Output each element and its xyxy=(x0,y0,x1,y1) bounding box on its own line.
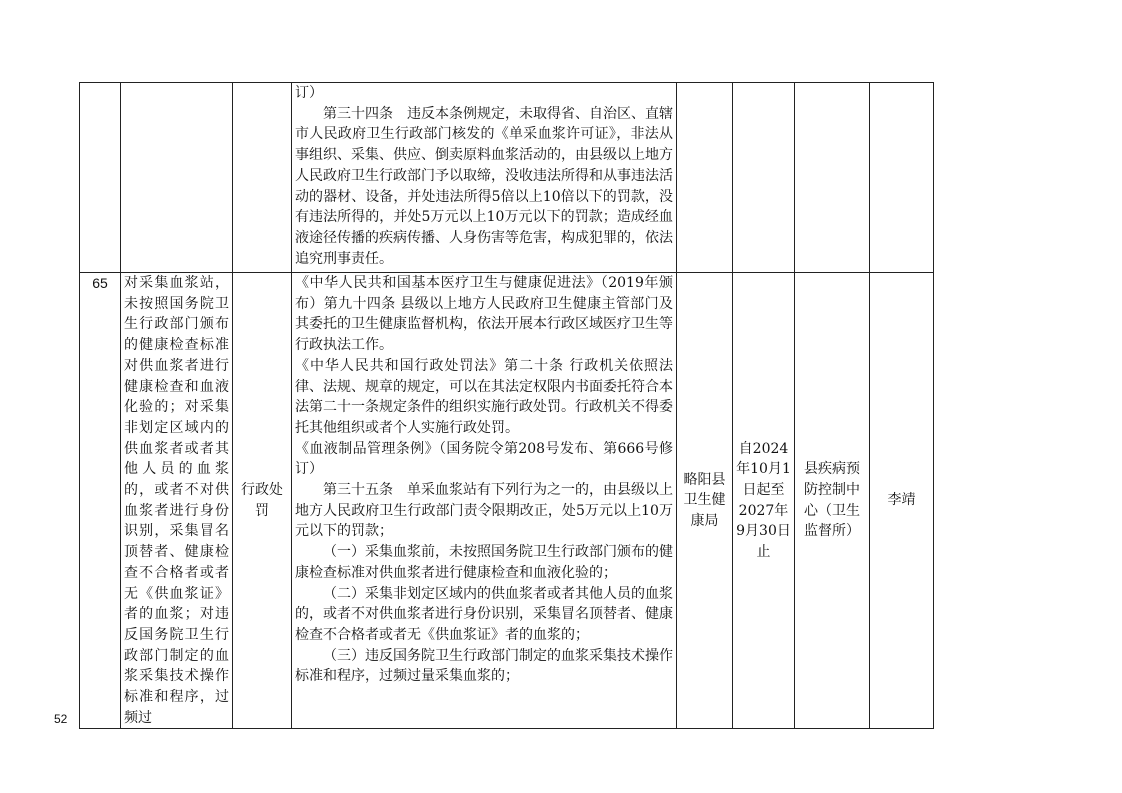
entrusting-department-cell: 略阳县卫生健康局 xyxy=(677,273,733,729)
legal-basis-cell xyxy=(292,273,677,729)
basis-paragraph: （一）采集血浆前，未按照国务院卫生行政部门颁布的健康检查标准对供血浆者进行健康检查和血液化验的； xyxy=(295,544,673,581)
item-name-cell: 对采集血浆站，未按照国务院卫生行政部门颁布的健康检查标准对供血浆者进行健康检查和血液化验的；对采集非划定区域内的供血浆者或者其他人员的血浆的，或者不对供血浆者进行身份识别，采集冒名顶替者、健康检查不合格者或者无《供血浆证》者的血浆；对违反国务院卫生行政部门制定的血浆采集技术操作标准和程序，过频过 xyxy=(121,273,233,729)
responsible-person-cell xyxy=(870,83,934,273)
page-number: 52 xyxy=(54,712,68,726)
responsible-person-cell: 李靖 xyxy=(870,273,934,729)
basis-paragraph: 《血液制品管理条例》（国务院令第208号发布、第666号修订） xyxy=(295,440,673,478)
basis-paragraph: （二）采集非划定区域内的供血浆者或者其他人员的血浆的，或者不对供血浆者进行身份识别，采集冒名顶替者、健康检查不合格者或者无《供血浆证》者的血浆的； xyxy=(295,585,673,643)
table-row xyxy=(80,83,934,273)
row-number-cell: 65 xyxy=(80,273,121,729)
item-name-cell xyxy=(121,83,233,273)
power-type-cell xyxy=(233,83,292,273)
entrusted-unit-cell xyxy=(795,83,870,273)
entrusted-unit-cell: 县疾病预防控制中心（卫生监督所） xyxy=(795,273,870,729)
entrustment-term-cell xyxy=(733,83,795,273)
basis-paragraph: 第三十四条 违反本条例规定，未取得省、自治区、直辖市人民政府卫生行政部门核发的《单采血浆许可证》，非法从事组织、采集、供应、倒卖原料血浆活动的，由县级以上地方人民政府卫生行政部门予以取缔，没收违法所得和从事违法活动的器材、设备，并处违法所得5倍以上10倍以下的罚款，没有违法所得的，并处5万元以上10万元以下的罚款；造成经血液途径传播的疾病传播、人身伤害等危害，构成犯罪的，依法追究刑事责任。 xyxy=(295,105,673,267)
document-table xyxy=(79,82,934,729)
power-type-cell: 行政处罚 xyxy=(233,273,292,729)
legal-basis-cell xyxy=(292,83,677,273)
basis-paragraph: （三）违反国务院卫生行政部门制定的血浆采集技术操作标准和程序，过频过量采集血浆的； xyxy=(295,647,673,685)
basis-paragraph: 《中华人民共和国行政处罚法》第二十条 行政机关依照法律、法规、规章的规定，可以在其法定权限内书面委托符合本法第二十一条规定条件的组织实施行政处罚。行政机关不得委托其他组织或者个人实施行政处罚。 xyxy=(295,357,673,436)
entrustment-term-cell: 自2024年10月1日起至2027年9月30日止 xyxy=(733,273,795,729)
entrusting-department-cell xyxy=(677,83,733,273)
table-row xyxy=(80,273,934,729)
basis-paragraph: 《中华人民共和国基本医疗卫生与健康促进法》（2019年颁布）第九十四条 县级以上地方人民政府卫生健康主管部门及其委托的卫生健康监督机构，依法开展本行政区域医疗卫生等行政执法工作。 xyxy=(295,275,673,354)
basis-paragraph: 第三十五条 单采血浆站有下列行为之一的，由县级以上地方人民政府卫生行政部门责令限期改正，处5万元以上10万元以下的罚款； xyxy=(295,482,673,540)
basis-paragraph: 订） xyxy=(295,85,323,101)
row-number-cell xyxy=(80,83,121,273)
